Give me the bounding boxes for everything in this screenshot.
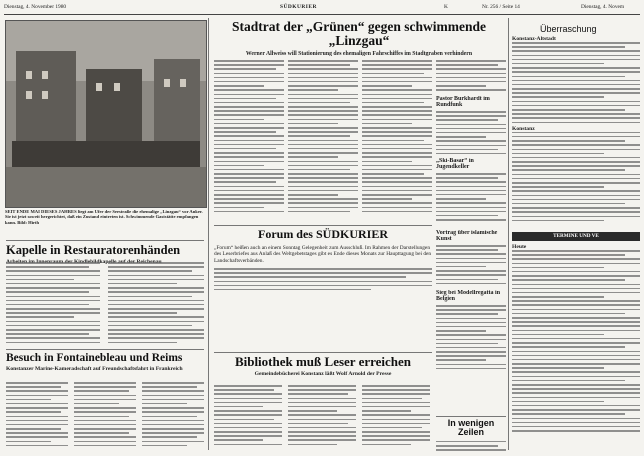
kapelle-title: Kapelle in Restauratorenhänden <box>6 244 181 257</box>
forum-article <box>214 228 432 302</box>
forum-title: Forum des SÜDKURIER <box>257 228 388 241</box>
pastor-heading: Pastor Burkhardt im Rundfunk <box>436 96 490 108</box>
photo-caption: SEIT ENDE MAI DIESES JAHRES liegt am Ufer der Seestraße die ehemalige „Linzgau“ vor Anker. Sie ist jetzt soweit hergerichtet, daß ein Zustand eintreten ist. Schwimmende Gaststätte empfangen kann. Bild: Hirth <box>5 209 203 225</box>
pastor-article <box>436 96 506 156</box>
masthead <box>4 2 640 15</box>
skibasar-heading: „Ski-Basar“ in Jugendkeller <box>436 158 474 170</box>
kapelle-body-2 <box>108 262 204 346</box>
linzgau-title: Stadtrat der „Grünen“ gegen schwimmende „Linzgau“ <box>232 20 486 49</box>
linzgau-subtitle: Werner Allweiss will Stationierung des ehemaligen Fahrschiffes im Stadtgraben verhindern <box>245 51 473 56</box>
vortrag-heading: Vortrag über islamische Kunst <box>436 230 498 242</box>
bibliothek-title: Bibliothek muß Leser erreichen <box>234 355 412 369</box>
besuch-article <box>6 352 206 382</box>
besuch-title: Besuch in Fontainebleau und Reims <box>6 352 183 364</box>
wenigen-zeilen-title: In wenigen Zeilen <box>447 419 495 438</box>
gutter <box>208 18 209 450</box>
section-label: K <box>444 4 448 10</box>
besuch-subtitle: Konstanzer Marine-Kameradschaft auf Freundschaftsfahrt in Frankreich <box>6 366 183 373</box>
date-right: Dienstag, 4. Novem <box>581 4 625 10</box>
modellbau-article <box>436 290 506 380</box>
modellbau-heading: Sieg bei Modellregatta in Belgien <box>436 290 501 302</box>
harbour-photo <box>5 20 207 208</box>
termine-box-body <box>512 244 640 452</box>
right-column-title: Überraschung <box>540 24 597 34</box>
bibliothek-subtitle: Gemeindebücherei Konstanz läßt Wolf Arnold der Presse <box>254 370 392 377</box>
termine-box-header: TERMINE UND VE <box>512 232 640 241</box>
forum-intro: „Forum“ heißen auch an einem Sonntag Gelegenheit zum Ausschluß. Im Rahmen der Darstellungen des Leserbriefes aus Anlaß des Weltgebetstages gibt es Ende dieses Monats zur Haupttagung bei den Landschaftsverbänden. <box>214 244 432 264</box>
paper-name: SÜDKURIER <box>280 4 317 10</box>
right-col-head-1: Konstanz-Altstadt <box>512 36 556 42</box>
kapelle-body-1 <box>6 262 100 346</box>
linzgau-article <box>214 20 504 56</box>
wenigen-zeilen <box>436 419 506 455</box>
date-left: Dienstag, 4. November 1980 <box>4 4 67 10</box>
right-col-head-2: Konstanz <box>512 125 535 132</box>
gutter <box>508 18 509 450</box>
issue-label: Nr. 256 / Seite 14 <box>482 4 520 10</box>
vortrag-article <box>436 230 506 286</box>
skibasar-article <box>436 158 506 222</box>
bibliothek-article <box>214 355 432 385</box>
right-column-body <box>512 36 640 222</box>
right-col-head-3: Heute <box>512 244 527 250</box>
